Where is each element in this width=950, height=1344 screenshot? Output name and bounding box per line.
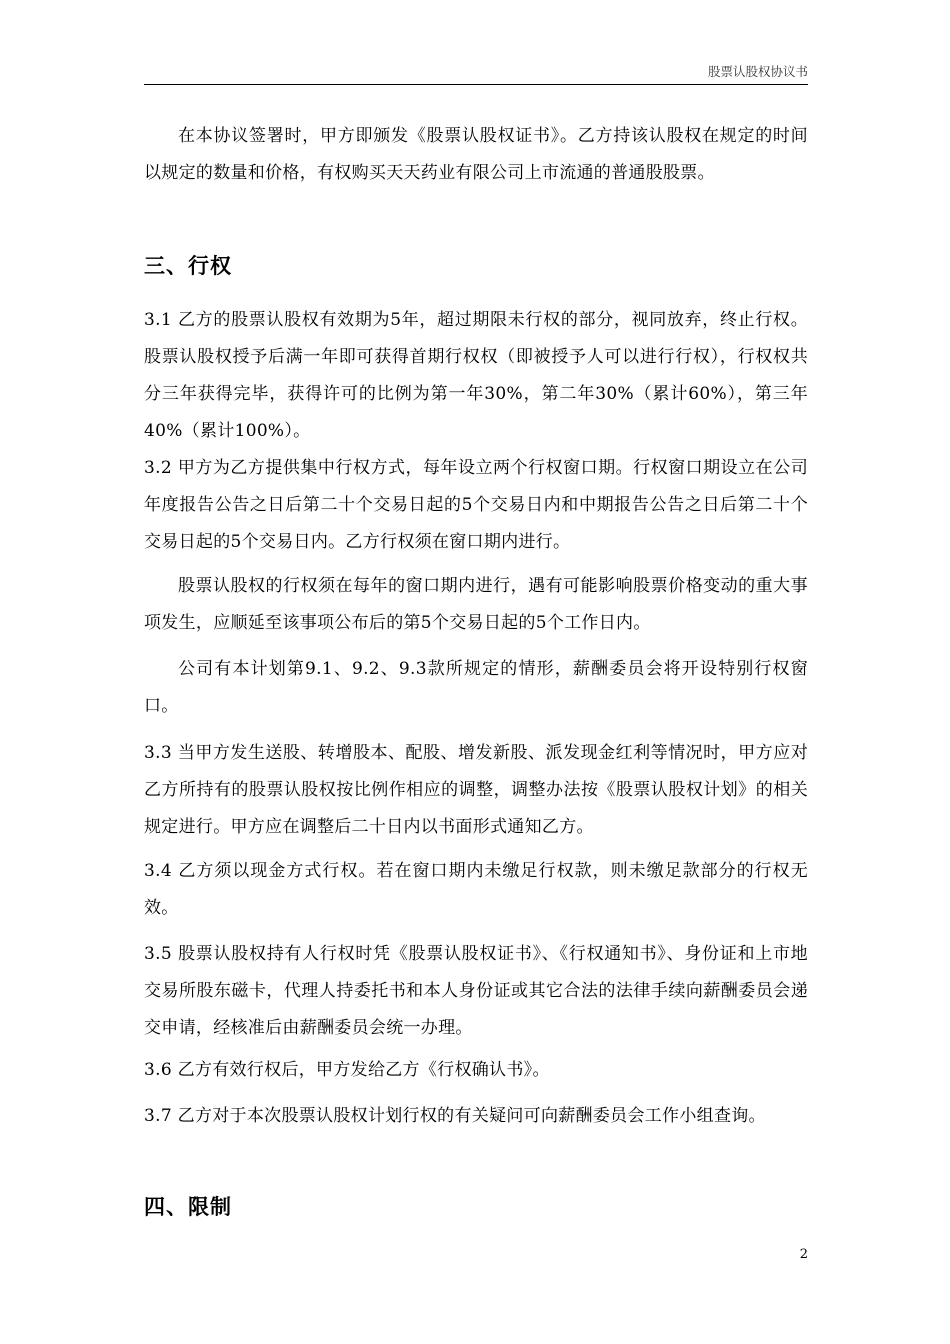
special-window-paragraph: 公司有本计划第9.1、9.2、9.3款所规定的情形，薪酬委员会将开设特别行权窗口。 — [144, 659, 808, 716]
clause-3-5: 3.5 股票认股权持有人行权时凭《股票认股权证书》、《行权通知书》、身份证和上市地交易所股东磁卡，代理人持委托书和本人身份证或其它合法的法律手续向薪酬委员会递交申请，经核准后由薪酬委员会统一办理。 — [144, 944, 808, 1038]
page-number: 2 — [799, 1247, 808, 1262]
clause-3-1: 3.1 乙方的股票认股权有效期为5年，超过期限未行权的部分，视同放弃，终止行权。股票认股权授予后满一年即可获得首期行权权（即被授予人可以进行行权），行权权共分三年获得完毕，获得许可的比例为第一年30%，第二年30%（累计60%），第三年40%（累计100%）。 — [144, 310, 808, 441]
header-divider — [144, 84, 808, 85]
clause-3-3: 3.3 当甲方发生送股、转增股本、配股、增发新股、派发现金红利等情况时，甲方应对乙方所持有的股票认股权按比例作相应的调整，调整办法按《股票认股权计划》的相关规定进行。甲方应在调整后二十日内以书面形式通知乙方。 — [144, 743, 808, 837]
clause-3-6: 3.6 乙方有效行权后，甲方发给乙方《行权确认书》。 — [144, 1060, 550, 1080]
clause-3-7: 3.7 乙方对于本次股票认股权计划行权的有关疑问可向薪酬委员会工作小组查询。 — [144, 1106, 766, 1126]
window-period-paragraph: 股票认股权的行权须在每年的窗口期内进行，遇有可能影响股票价格变动的重大事项发生，应顺延至该事项公布后的第5个交易日起的5个工作日内。 — [144, 576, 808, 633]
clause-3-2: 3.2 甲方为乙方提供集中行权方式，每年设立两个行权窗口期。行权窗口期设立在公司年度报告公告之日后第二十个交易日起的5个交易日内和中期报告公告之日后第二十个交易日起的5个交易日内。乙方行权须在窗口期内进行。 — [144, 458, 808, 552]
running-header-title: 股票认股权协议书 — [707, 64, 808, 79]
clause-3-4: 3.4 乙方须以现金方式行权。若在窗口期内未缴足行权款，则未缴足款部分的行权无效。 — [144, 861, 808, 918]
section-3-heading: 三、行权 — [144, 254, 232, 278]
section-4-heading: 四、限制 — [144, 1195, 232, 1219]
intro-paragraph: 在本协议签署时，甲方即颁发《股票认股权证书》。乙方持该认股权在规定的时间以规定的数量和价格，有权购买天天药业有限公司上市流通的普通股股票。 — [144, 126, 808, 183]
